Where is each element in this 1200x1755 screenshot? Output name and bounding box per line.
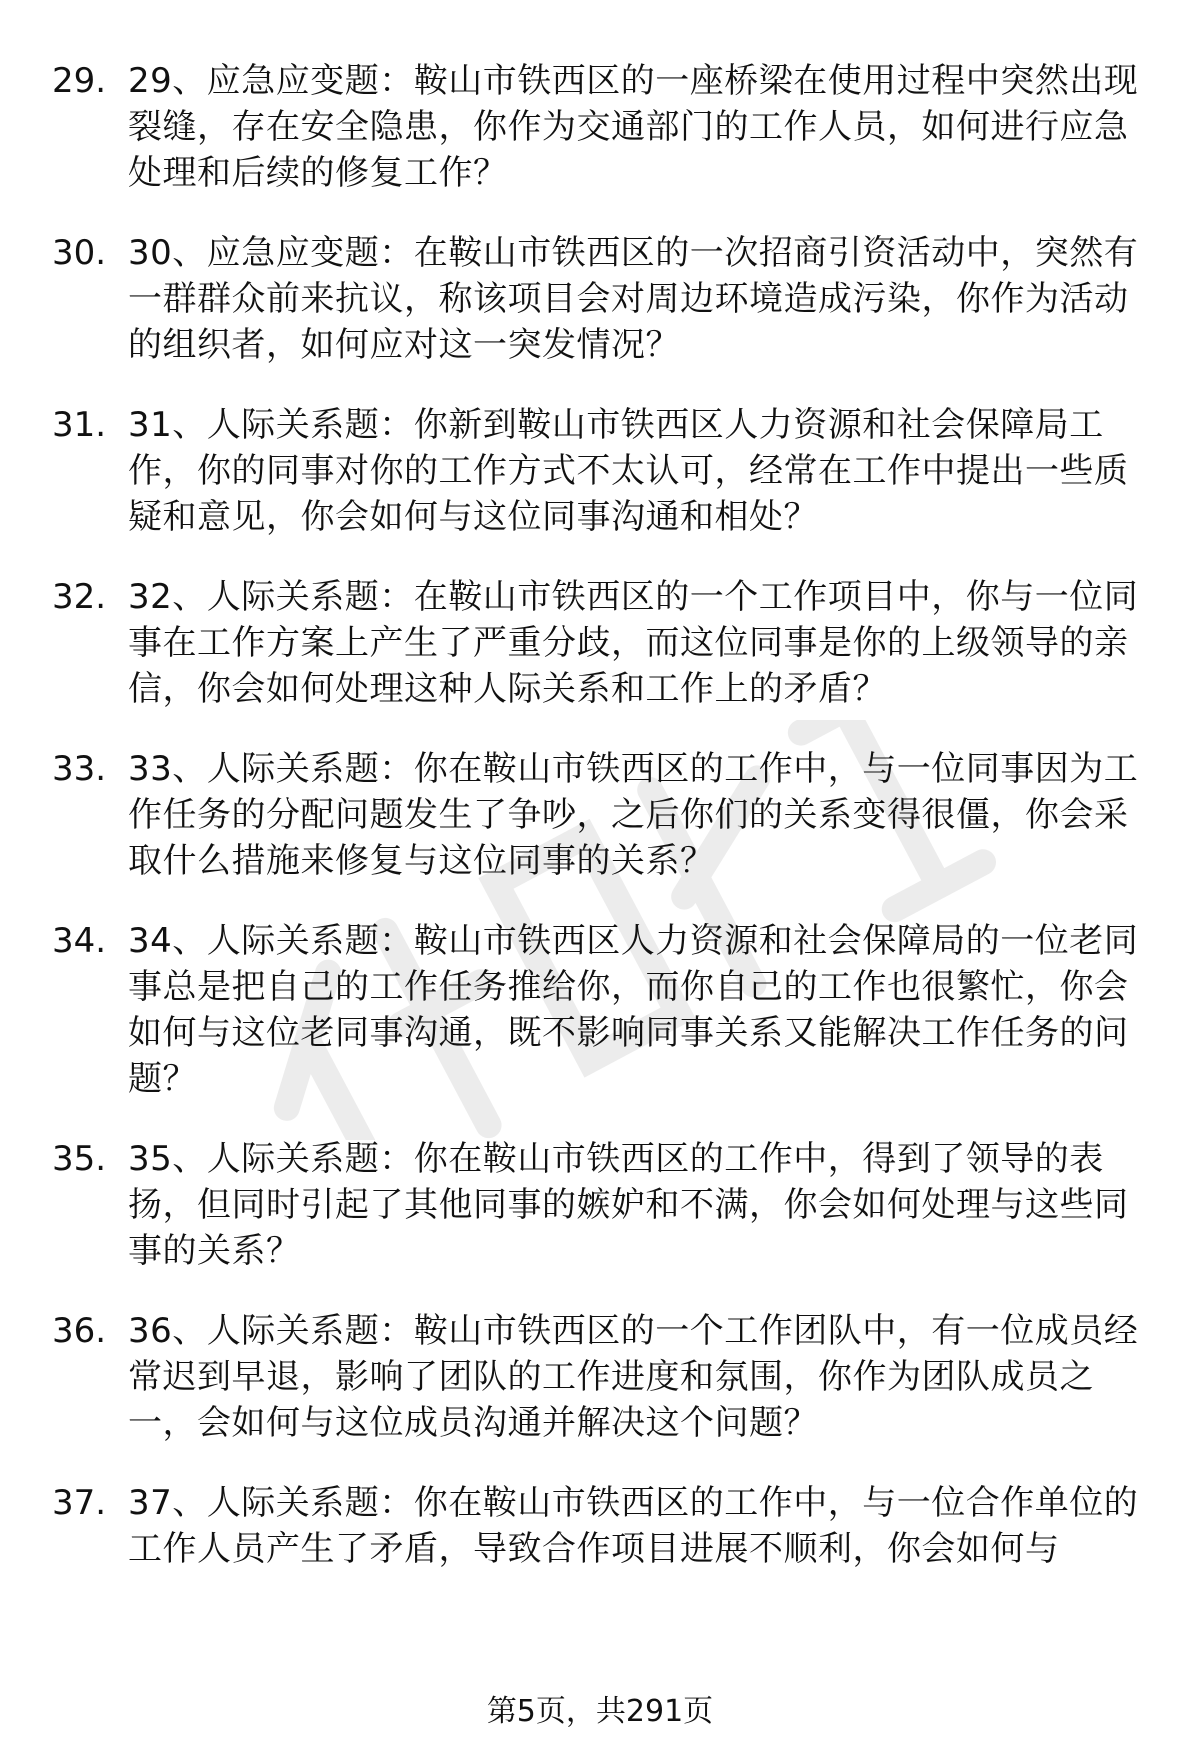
list-item bbox=[52, 402, 1152, 540]
question-number: 29. bbox=[52, 61, 107, 101]
question-text: 31、人际关系题：你新到鞍山市铁西区人力资源和社会保障局工作，你的同事对你的工作方式不太认可，经常在工作中提出一些质疑和意见，你会如何与这位同事沟通和相处？ bbox=[128, 405, 1129, 537]
list-item bbox=[52, 58, 1152, 196]
question-number: 36. bbox=[52, 1311, 107, 1351]
list-item bbox=[52, 574, 1152, 712]
question-text: 37、人际关系题：你在鞍山市铁西区的工作中，与一位合作单位的工作人员产生了矛盾，导致合作项目进展不顺利，你会如何与 bbox=[128, 1483, 1139, 1569]
question-text: 29、应急应变题：鞍山市铁西区的一座桥梁在使用过程中突然出现裂缝，存在安全隐患，你作为交通部门的工作人员，如何进行应急处理和后续的修复工作？ bbox=[128, 61, 1139, 193]
list-item bbox=[52, 1136, 1152, 1274]
question-text: 34、人际关系题：鞍山市铁西区人力资源和社会保障局的一位老同事总是把自己的工作任务推给你，而你自己的工作也很繁忙，你会如何与这位老同事沟通，既不影响同事关系又能解决工作任务的问题？ bbox=[128, 921, 1139, 1099]
question-text: 30、应急应变题：在鞍山市铁西区的一次招商引资活动中，突然有一群群众前来抗议，称该项目会对周边环境造成污染，你作为活动的组织者，如何应对这一突发情况？ bbox=[128, 233, 1139, 365]
question-number: 37. bbox=[52, 1483, 107, 1523]
list-item bbox=[52, 230, 1152, 368]
question-text: 33、人际关系题：你在鞍山市铁西区的工作中，与一位同事因为工作任务的分配问题发生了争吵，之后你们的关系变得很僵，你会采取什么措施来修复与这位同事的关系？ bbox=[128, 749, 1139, 881]
question-number: 34. bbox=[52, 921, 107, 961]
question-number: 31. bbox=[52, 405, 107, 445]
question-number: 32. bbox=[52, 577, 107, 617]
list-item bbox=[52, 1308, 1152, 1446]
question-number: 30. bbox=[52, 233, 107, 273]
page-footer: 第5页，共291页 bbox=[486, 1694, 714, 1729]
list-item bbox=[52, 746, 1152, 884]
question-text: 32、人际关系题：在鞍山市铁西区的一个工作项目中，你与一位同事在工作方案上产生了严重分歧，而这位同事是你的上级领导的亲信，你会如何处理这种人际关系和工作上的矛盾？ bbox=[128, 577, 1139, 709]
question-list bbox=[52, 58, 1152, 1606]
list-item bbox=[52, 918, 1152, 1102]
list-item bbox=[52, 1480, 1152, 1572]
question-text: 36、人际关系题：鞍山市铁西区的一个工作团队中，有一位成员经常迟到早退，影响了团队的工作进度和氛围，你作为团队成员之一，会如何与这位成员沟通并解决这个问题？ bbox=[128, 1311, 1139, 1443]
question-text: 35、人际关系题：你在鞍山市铁西区的工作中，得到了领导的表扬，但同时引起了其他同事的嫉妒和不满，你会如何处理与这些同事的关系？ bbox=[128, 1139, 1129, 1271]
question-number: 35. bbox=[52, 1139, 107, 1179]
question-number: 33. bbox=[52, 749, 107, 789]
